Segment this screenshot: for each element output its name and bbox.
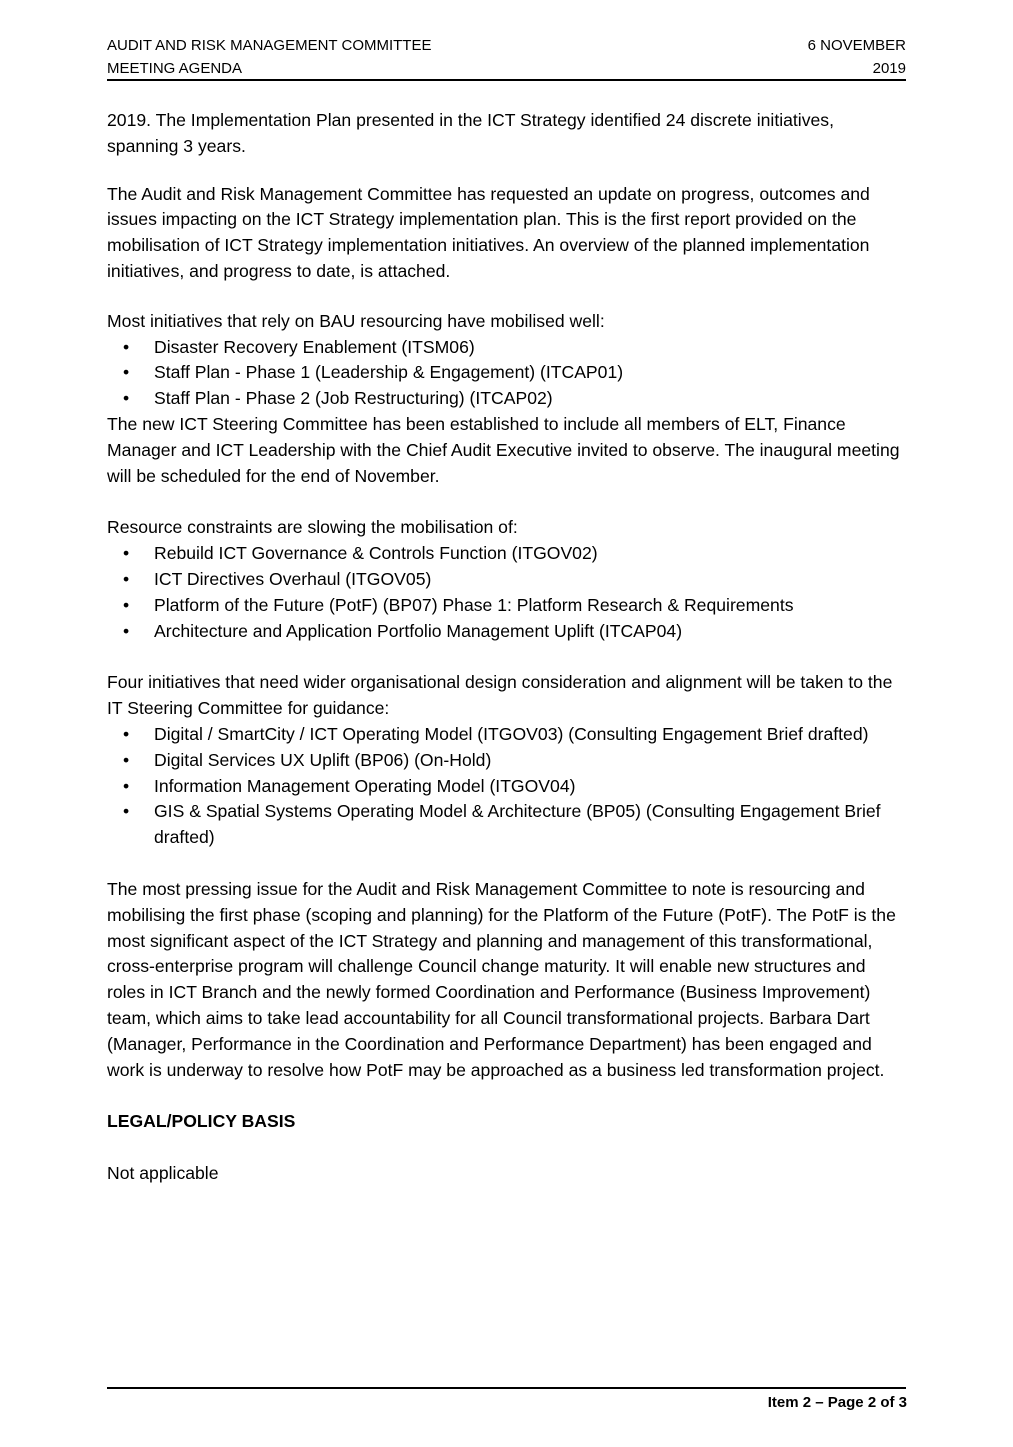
list-item: • GIS & Spatial Systems Operating Model & Architecture (BP05) (Consulting Engagement Brief drafted)	[107, 799, 906, 851]
list-item: • Digital Services UX Uplift (BP06) (On-Hold)	[107, 748, 906, 774]
paragraph-resource-constraints-intro: Resource constraints are slowing the mobilisation of:	[107, 517, 518, 538]
document-page	[107, 0, 907, 1447]
document-body	[107, 108, 906, 1187]
paragraph-steering-committee: The new ICT Steering Committee has been established to include all members of ELT, Finance Manager and ICT Leadership with the Chief Audit Executive invited to observe. The inaugural meeting will be scheduled for the end of November.	[107, 413, 900, 486]
header-agenda-label: MEETING AGENDA	[107, 60, 243, 77]
footer-divider	[107, 1387, 906, 1389]
paragraph-implementation-plan: 2019. The Implementation Plan presented in the ICT Strategy identified 24 discrete initiatives, spanning 3 years.	[107, 110, 834, 156]
list-item: • Architecture and Application Portfolio Management Uplift (ITCAP04)	[107, 619, 906, 645]
list-item: • Staff Plan - Phase 1 (Leadership & Engagement) (ITCAP01)	[107, 360, 906, 386]
header-committee-title: AUDIT AND RISK MANAGEMENT COMMITTEE	[107, 37, 432, 54]
paragraph-organisational-design-intro: Four initiatives that need wider organisational design consideration and alignment will be taken to the IT Steering Committee for guidance:	[107, 672, 893, 719]
list-item: • Information Management Operating Model (ITGOV04)	[107, 774, 906, 800]
list-item: • Platform of the Future (PotF) (BP07) Phase 1: Platform Research & Requirements	[107, 593, 906, 619]
paragraph-update-request: The Audit and Risk Management Committee has requested an update on progress, outcomes and issues impacting on the ICT Strategy implementation plan. This is the first report provided on the mobilisation of ICT Strategy implementation initiatives. An overview of the planned implementation initiatives, and progress to date, is attached.	[107, 183, 870, 281]
list-item: • Digital / SmartCity / ICT Operating Model (ITGOV03) (Consulting Engagement Brief drafted)	[107, 722, 906, 748]
page-number-label: Item 2 – Page 2 of 3	[767, 1394, 907, 1411]
header-committee-block	[107, 34, 431, 80]
list-item: • Staff Plan - Phase 2 (Job Restructuring) (ITCAP02)	[107, 386, 906, 412]
header-date-year: 2019	[872, 60, 906, 77]
section-heading-legal-policy: LEGAL/POLICY BASIS	[107, 1111, 296, 1132]
bau-initiatives-list	[107, 335, 906, 412]
paragraph-legal-policy: Not applicable	[107, 1163, 219, 1184]
header-divider	[107, 79, 906, 81]
paragraph-bau-intro: Most initiatives that rely on BAU resourcing have mobilised well:	[107, 310, 605, 331]
header-date-day-month: 6 NOVEMBER	[807, 37, 906, 54]
list-item: • Rebuild ICT Governance & Controls Function (ITGOV02)	[107, 541, 906, 567]
header-date-block	[808, 34, 906, 80]
paragraph-pressing-issue: The most pressing issue for the Audit and Risk Management Committee to note is resourcing and mobilising the first phase (scoping and planning) for the Platform of the Future (PotF). The PotF is the most significant aspect of the ICT Strategy and planning and management of this transformational, cross-enterprise program will challenge Council change maturity. It will enable new structures and roles in ICT Branch and the newly formed Coordination and Performance (Business Improvement) team, which aims to take lead accountability for all Council transformational projects. Barbara Dart (Manager, Performance in the Coordination and Performance Department) has been engaged and work is underway to resolve how PotF may be approached as a business led transformation project.	[107, 878, 896, 1080]
constrained-initiatives-list	[107, 541, 906, 644]
list-item: • ICT Directives Overhaul (ITGOV05)	[107, 567, 906, 593]
list-item: • Disaster Recovery Enablement (ITSM06)	[107, 335, 906, 361]
guidance-initiatives-list	[107, 722, 906, 851]
